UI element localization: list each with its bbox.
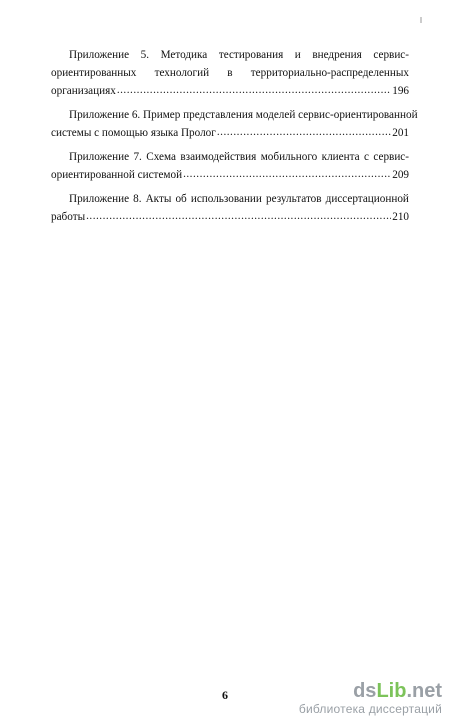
toc-word: взаимодействия [180, 151, 257, 163]
toc-page-number: 196 [392, 85, 409, 97]
scan-mark [420, 17, 422, 23]
dot-leader [117, 81, 391, 99]
toc-word: 5. [140, 49, 149, 61]
toc-word: результатов [266, 193, 322, 205]
toc-entry-line [51, 46, 409, 64]
toc-page-number: 209 [392, 169, 409, 181]
watermark-logo [299, 680, 442, 702]
watermark [299, 680, 442, 716]
watermark-logo-prefix: ds [353, 680, 377, 702]
toc-word: Приложение [69, 151, 130, 163]
toc-word: об [175, 193, 187, 205]
dot-leader [86, 207, 391, 225]
dot-leader [217, 123, 391, 141]
toc-entry-last-line [51, 166, 409, 184]
toc-word: внедрения [312, 49, 362, 61]
toc-word: и [294, 49, 301, 61]
table-of-contents [51, 46, 418, 232]
toc-entry-text: ориентированной системой [51, 169, 183, 181]
toc-entry-appendix-8 [51, 190, 409, 226]
toc-entry-line [51, 64, 409, 82]
watermark-logo-main: Lib [376, 680, 407, 702]
toc-word: Приложение [69, 193, 130, 205]
toc-entry-text: Приложение 6. Пример представления моделей сервис-ориентированной [69, 109, 418, 121]
toc-word: сервис- [373, 151, 409, 163]
toc-word: клиента [321, 151, 360, 163]
toc-word: диссертационной [325, 193, 409, 205]
toc-entry-last-line [51, 82, 409, 100]
toc-entry-text: организациях [51, 85, 116, 97]
page-number: 6 [222, 688, 228, 702]
toc-entry-last-line [51, 208, 409, 226]
watermark-subtitle: библиотека диссертаций [298, 702, 442, 716]
toc-word: с [364, 151, 369, 163]
toc-word: Методика [160, 49, 208, 61]
toc-entry-appendix-5 [51, 46, 409, 100]
toc-entry-last-line [51, 124, 409, 142]
toc-entry-line [51, 106, 418, 124]
toc-word: мобильного [260, 151, 318, 163]
toc-word: Приложение [69, 49, 130, 61]
toc-word: 7. [133, 151, 142, 163]
toc-word: 8. [133, 193, 142, 205]
toc-word: в [227, 67, 233, 79]
dot-leader [183, 165, 391, 183]
toc-word: тестирования [218, 49, 284, 61]
toc-entry-appendix-7 [51, 148, 409, 184]
toc-word: Схема [146, 151, 176, 163]
toc-entry-appendix-6 [51, 106, 418, 142]
toc-word: сервис- [373, 49, 409, 61]
toc-word: ориентированных [51, 67, 137, 79]
toc-entry-line [51, 190, 409, 208]
toc-entry-line [51, 148, 409, 166]
toc-word: технологий [154, 67, 210, 79]
toc-page-number: 210 [392, 211, 409, 223]
toc-entry-text: системы с помощью языка Пролог [51, 127, 216, 139]
toc-word: территориально-распределенных [250, 67, 409, 79]
toc-word: использовании [190, 193, 262, 205]
watermark-logo-suffix: .net [406, 680, 442, 702]
toc-page-number: 201 [392, 127, 409, 139]
toc-word: Акты [145, 193, 172, 205]
toc-entry-text: работы [51, 211, 86, 223]
